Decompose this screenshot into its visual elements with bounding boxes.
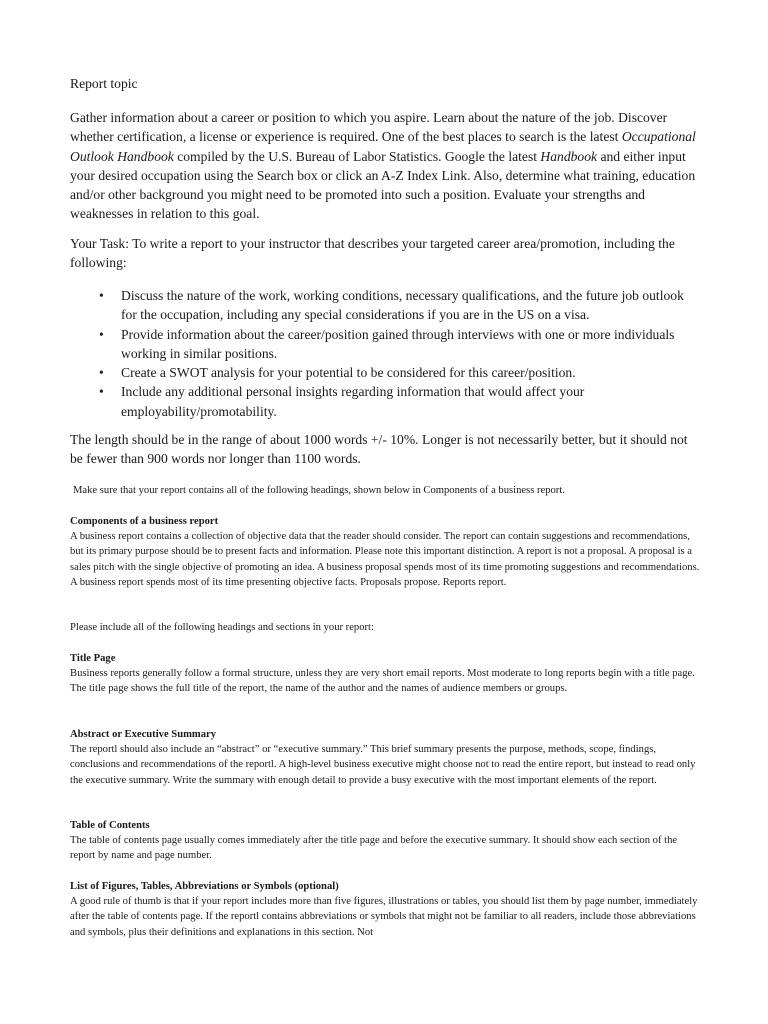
bullet-item <box>70 363 702 382</box>
intro-text-3: and either input your desired occupation using the Search box or click an A-Z Index Link. Also, determine what training, education and/or other background you might need to be promoted into such a position. Evaluate your strengths and weaknesses in relation to this goal. <box>70 148 696 222</box>
section-heading: Abstract or Executive Summary <box>70 729 217 740</box>
task-bullet-list <box>70 286 702 421</box>
section-body: The reportl should also include an “abstract” or “executive summary.” This brief summary presents the purpose, methods, scope, findings, conclusions and recommendations of the reportl. A high-level business executive might choose not to read the entire report, but instead to read only the executive summary. Write the summary with enough detail to provide a busy executive with the most important elements of the report. <box>70 744 696 786</box>
report-topic-label: Report topic <box>70 76 138 91</box>
section-heading: Components of a business report <box>70 516 219 527</box>
please-include-note: Please include all of the following headings and sections in your report: <box>70 622 374 633</box>
intro-text-2: compiled by the U.S. Bureau of Labor Statistics. Google the latest <box>173 148 541 164</box>
section-executive-summary <box>70 727 702 788</box>
section-heading: Table of Contents <box>70 820 150 831</box>
section-body: Business reports generally follow a formal structure, unless they are very short email reports. Most moderate to long reports begin with a title page. The title page shows the full title of the report, the name of the author and the names of audience members or groups. <box>70 668 695 695</box>
length-paragraph: The length should be in the range of about 1000 words +/- 10%. Longer is not necessarily better, but it should not be fewer than 900 words nor longer than 1100 words. <box>70 432 688 467</box>
bullet-item <box>70 325 702 364</box>
intro-text-1: Gather information about a career or position to which you aspire. Learn about the nature of the job. Discover whether certification, a license or experience is required. One of the best places to search is the latest <box>70 110 668 145</box>
bullet-dot: • <box>99 288 104 303</box>
section-body: A business report contains a collection of objective data that the reader should consider. The report can contain suggestions and recommendations, but its primary purpose should be to present facts and information. Please note this important distinction. A report is not a proposal. A proposal is a sales pitch with the single objective of promoting an idea. A business proposal spends most of its time promoting suggestions and recommendations. A business report spends most of its time presenting objective facts. Proposals propose. Reports report. <box>70 531 700 588</box>
components-section <box>70 514 702 590</box>
bullet-text: Create a SWOT analysis for your potential to be considered for this career/position. <box>121 365 576 381</box>
bullet-text: Provide information about the career/position gained through interviews with one or more individuals working in similar positions. <box>121 326 675 361</box>
bullet-text: Discuss the nature of the work, working conditions, necessary qualifications, and the future job outlook for the occupation, including any special considerations if you are in the US on a visa. <box>121 288 684 323</box>
section-body: A good rule of thumb is that if your report includes more than five figures, illustrations or tables, you should list them by page number, immediately after the table of contents page. If the reportl contains abbreviations or symbols that might not be familiar to all readers, include those abbreviations and symbols, plus their definitions and explanations in this section. Not <box>70 896 698 938</box>
intro-italic-handbook: Handbook <box>540 148 598 164</box>
task-paragraph: Your Task: To write a report to your instructor that describes your targeted career area/promotion, including the following: <box>70 236 675 271</box>
bullet-dot: • <box>99 326 104 342</box>
section-body: The table of contents page usually comes immediately after the title page and before the executive summary. It should show each section of the report by name and page number. <box>70 835 678 862</box>
bullet-dot: • <box>99 365 104 381</box>
intro-paragraph <box>70 108 702 224</box>
bullet-dot: • <box>99 384 104 400</box>
bullet-text: Include any additional personal insights regarding information that would affect your employability/promotability. <box>121 384 585 419</box>
make-sure-note: Make sure that your report contains all of the following headings, shown below in Components of a business report. <box>73 485 565 496</box>
section-list-of-figures <box>70 879 702 940</box>
section-table-of-contents <box>70 818 702 864</box>
intro-italic-handbook-title: Occupational Outlook Handbook <box>70 129 696 164</box>
bullet-item <box>70 382 702 421</box>
section-heading: List of Figures, Tables, Abbreviations or Symbols (optional) <box>70 881 339 892</box>
bullet-item <box>70 286 702 325</box>
section-heading: Title Page <box>70 653 116 664</box>
section-title-page <box>70 651 702 697</box>
